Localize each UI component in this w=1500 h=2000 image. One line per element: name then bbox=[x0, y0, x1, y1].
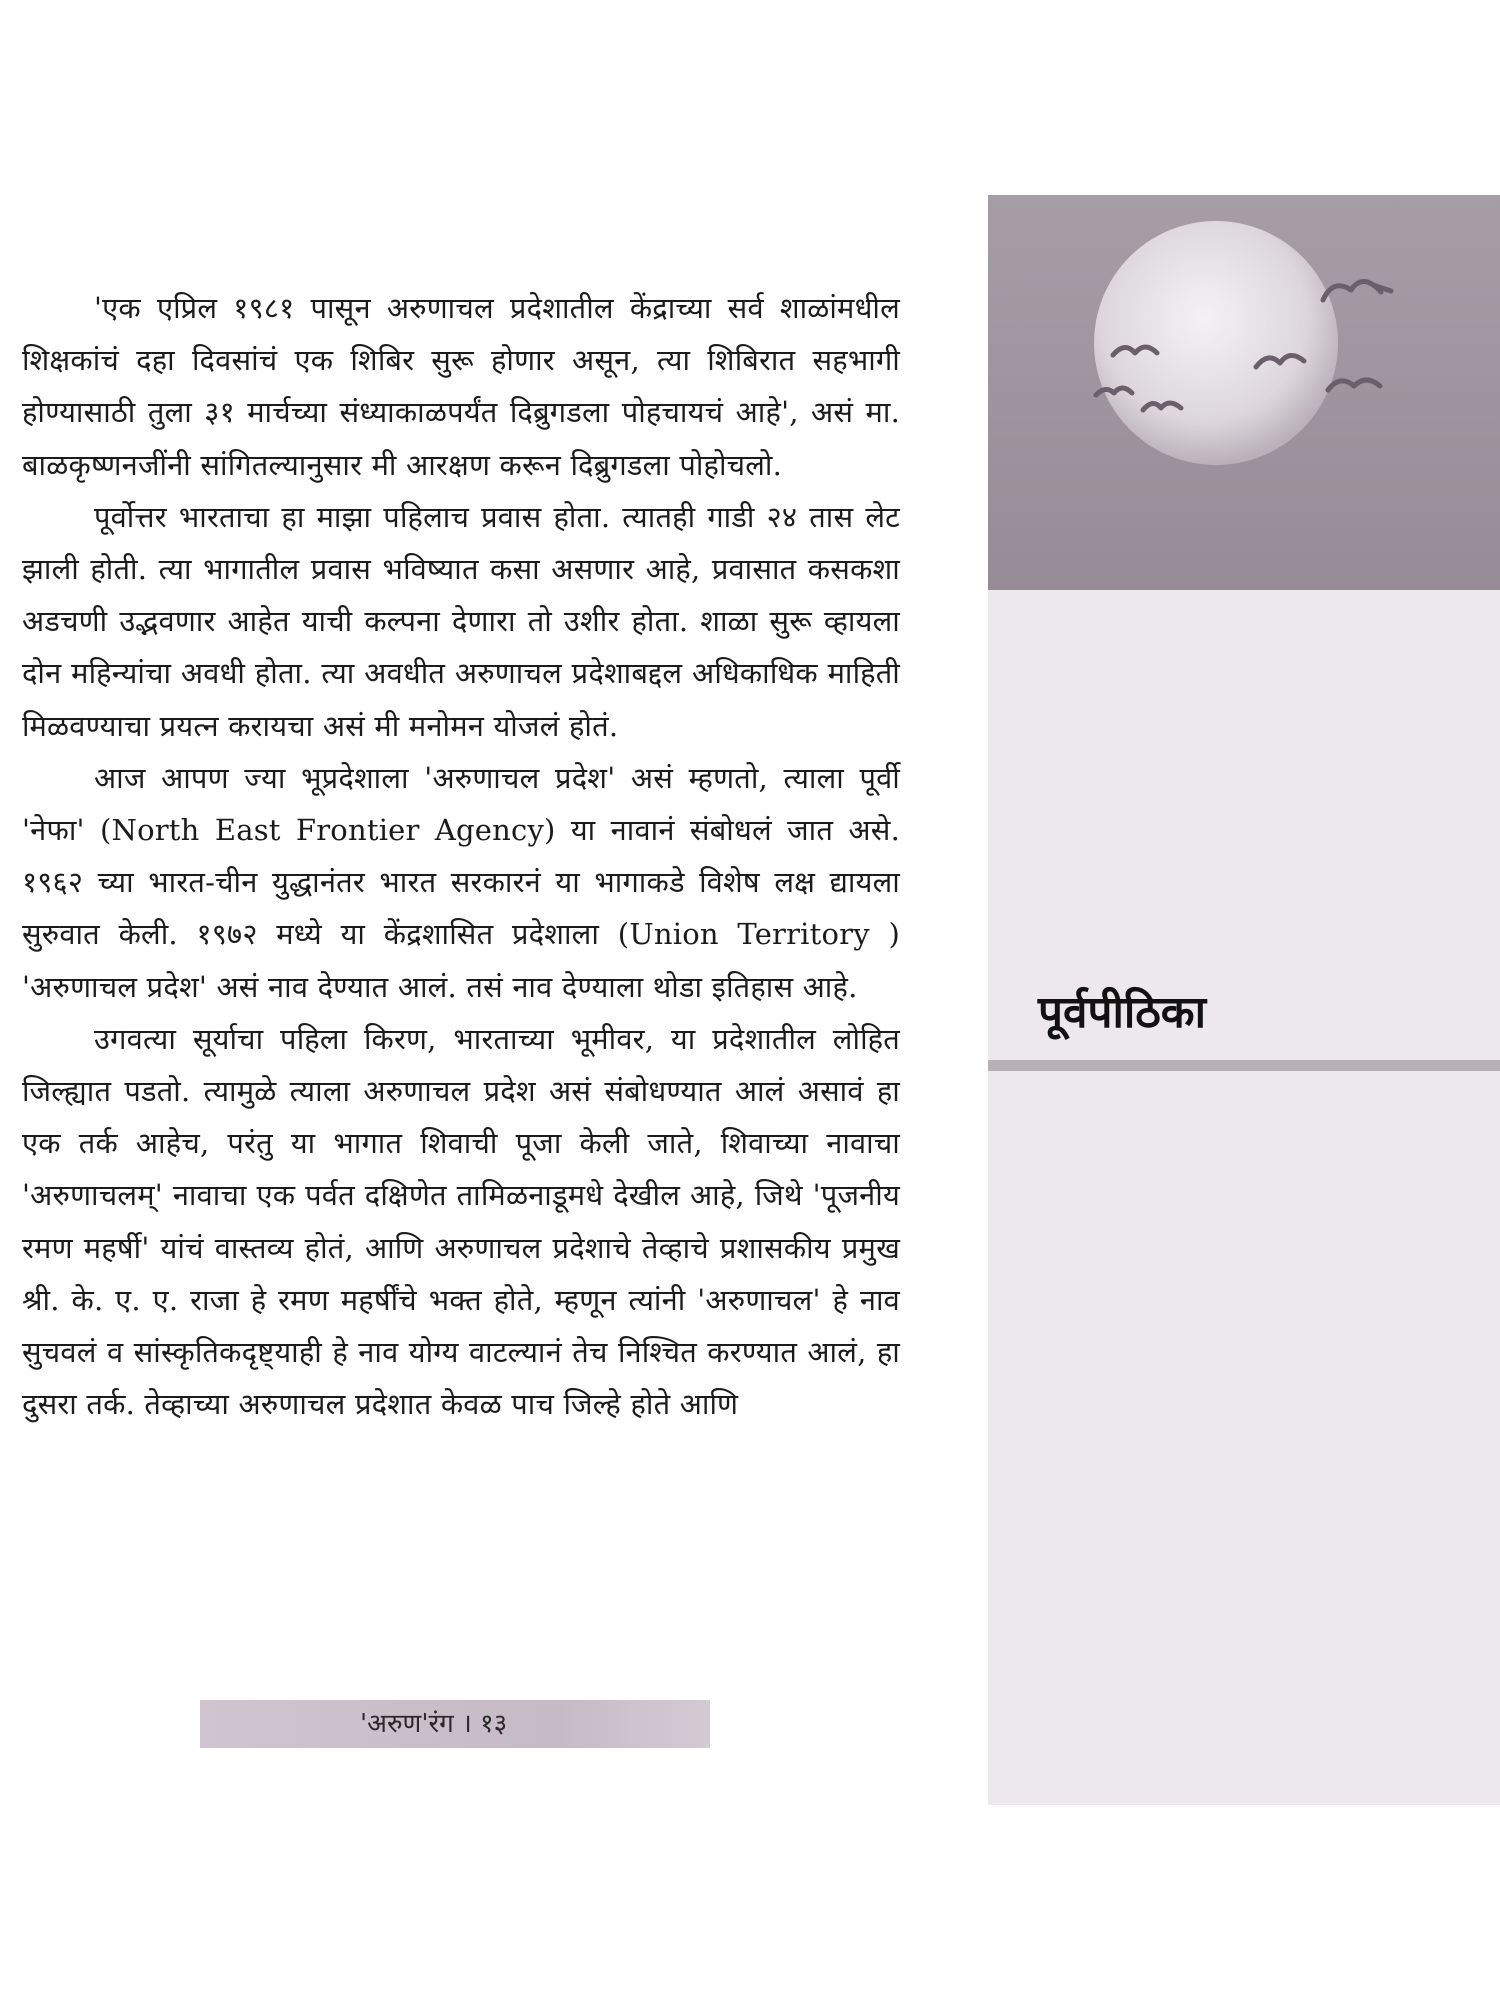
chapter-sidebar bbox=[988, 195, 1500, 1805]
paragraph-1: 'एक एप्रिल १९८१ पासून अरुणाचल प्रदेशातील केंद्राच्या सर्व शाळांमधील शिक्षकांचं दहा दिवसांचं एक शिबिर सुरू होणार असून, त्या शिबिरात सहभागी होण्यासाठी तुला ३१ मार्चच्या संध्याकाळपर्यंत दिब्रुगडला पोहचायचं आहे', असं मा. बाळकृष्णनजींनी सांगितल्यानुसार मी आरक्षण करून दिब्रुगडला पोहोचलो. bbox=[22, 291, 900, 482]
chapter-title: पूर्वपीठिका bbox=[1038, 987, 1206, 1038]
body-text bbox=[22, 282, 900, 1430]
page-footer: 'अरुण'रंग । १३ bbox=[360, 1709, 508, 1739]
chapter-divider bbox=[988, 1060, 1500, 1071]
paragraph-2: पूर्वोत्तर भारताचा हा माझा पहिलाच प्रवास होता. त्यातही गाडी २४ तास लेट झाली होती. त्या भागातील प्रवास भविष्यात कसा असणार आहे, प्रवासात कसकशा अडचणी उद्भवणार आहेत याची कल्पना देणारा तो उशीर होता. शाळा सुरू व्हायला दोन महिन्यांचा अवधी होता. त्या अवधीत अरुणाचल प्रदेशाबद्दल अधिकाधिक माहिती मिळवण्याचा प्रयत्न करायचा असं मी मनोमन योजलं होतं. bbox=[22, 499, 900, 743]
paragraph-3: आज आपण ज्या भूप्रदेशाला 'अरुणाचल प्रदेश' असं म्हणतो, त्याला पूर्वी 'नेफा' (North East Frontier Agency) या नावानं संबोधलं जात असे. १९६२ च्या भारत-चीन युद्धानंतर भारत सरकारनं या भागाकडे विशेष लक्ष द्यायला सुरुवात केली. १९७२ मध्ये या केंद्रशासित प्रदेशाला (Union Territory ) 'अरुणाचल प्रदेश' असं नाव देण्यात आलं. तसं नाव देण्याला थोडा इतिहास आहे. bbox=[22, 760, 900, 1004]
moon-with-flying-birds-icon bbox=[988, 195, 1500, 590]
chapter-illustration bbox=[988, 195, 1500, 590]
paragraph-4: उगवत्या सूर्याचा पहिला किरण, भारताच्या भूमीवर, या प्रदेशातील लोहित जिल्ह्यात पडतो. त्यामुळे त्याला अरुणाचल प्रदेश असं संबोधण्यात आलं असावं हा एक तर्क आहेच, परंतु या भागात शिवाची पूजा केली जाते, शिवाच्या नावाचा 'अरुणाचलम्' नावाचा एक पर्वत दक्षिणेत तामिळनाडूमधे देखील आहे, जिथे 'पूजनीय रमण महर्षी' यांचं वास्तव्य होतं, आणि अरुणाचल प्रदेशाचे तेव्हाचे प्रशासकीय प्रमुख श्री. के. ए. ए. राजा हे रमण महर्षींचे भक्त होते, म्हणून त्यांनी 'अरुणाचल' हे नाव सुचवलं व सांस्कृतिकदृष्ट्याही हे नाव योग्य वाटल्यानं तेच निश्चित करण्यात आलं, हा दुसरा तर्क. तेव्हाच्या अरुणाचल प्रदेशात केवळ पाच जिल्हे होते आणि bbox=[22, 1021, 900, 1422]
